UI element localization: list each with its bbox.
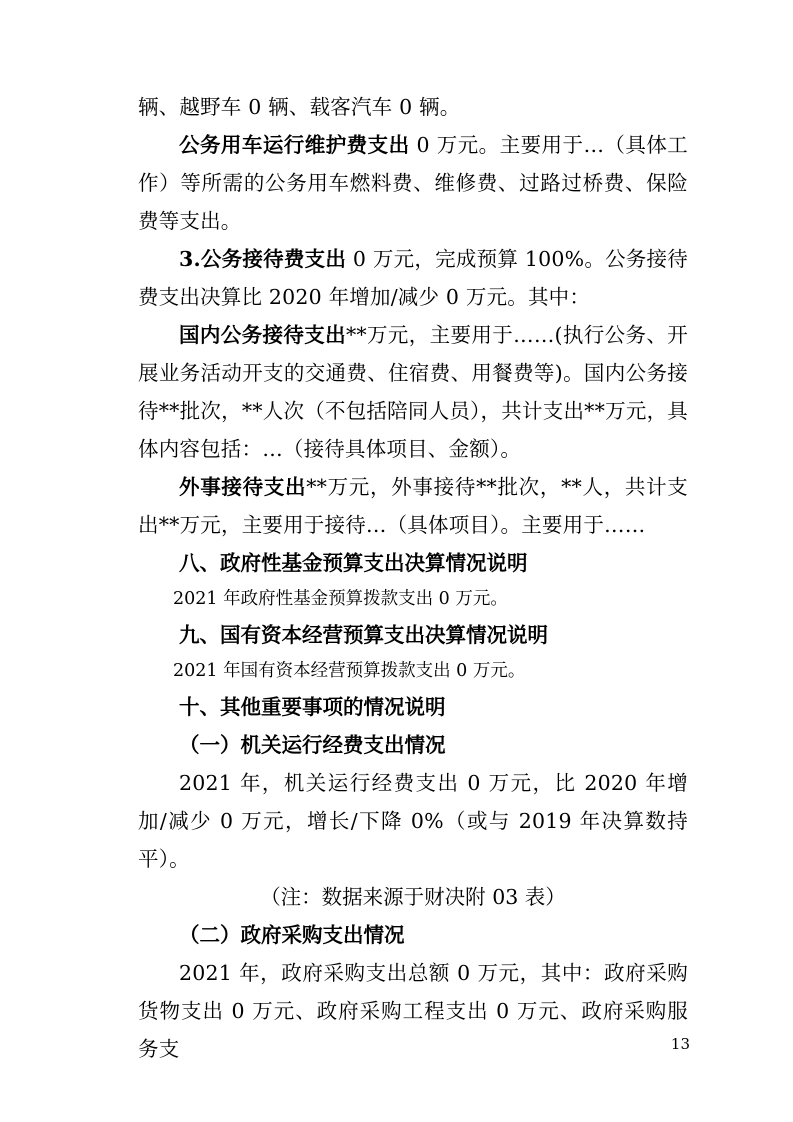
paragraph-government-fund: 2021 年政府性基金预算拨款支出 0 万元。 xyxy=(173,589,508,609)
section-heading-nine: 九、国有资本经营预算支出决算情况说明 xyxy=(179,623,548,647)
paragraph-lead-label: 国内公务接待支出 xyxy=(179,323,346,347)
section-heading-eight: 八、政府性基金预算支出决算情况说明 xyxy=(179,551,528,575)
paragraph-foreign-reception xyxy=(138,468,688,544)
paragraph-vehicle-maintenance xyxy=(138,126,688,240)
paragraph-operating-expense: 2021 年，机关运行经费支出 0 万元，比 2020 年增加/减少 0 万元，增长/下降 0%（或与 2019 年决算数持平）。 xyxy=(138,771,688,871)
paragraph-data-source-note: （注：数据来源于财决附 03 表） xyxy=(260,885,566,909)
paragraph-text: **万元，主要用于……(执行公务、开展业务活动开支的交通费、住宿费、用餐费等)。国内公务接待**批次，**人次（不包括陪同人员），共计支出**万元，具体内容包括：…（接待具体项目、金额）。 xyxy=(138,323,688,461)
paragraph-text: 辆、越野车 0 辆、载客汽车 0 辆。 xyxy=(138,95,461,119)
paragraph-text: 0 万元。主要用于…（具体工作）等所需的公务用车燃料费、维修费、过路过桥费、保险费等支出。 xyxy=(138,133,689,233)
paragraph-official-reception xyxy=(138,240,688,316)
page-number: 13 xyxy=(670,1035,690,1053)
paragraph-domestic-reception xyxy=(138,316,688,468)
paragraph-procurement-expense: 2021 年，政府采购支出总额 0 万元，其中：政府采购货物支出 0 万元、政府采购工程支出 0 万元、政府采购服务支 xyxy=(138,961,688,1061)
paragraph-text: 0 万元，完成预算 100%。公务接待费支出决算比 2020 年增加/减少 0 万元。其中： xyxy=(138,247,689,309)
paragraph-state-capital: 2021 年国有资本经营预算拨款支出 0 万元。 xyxy=(173,661,526,681)
section-heading-ten: 十、其他重要事项的情况说明 xyxy=(179,695,446,719)
paragraph-text: **万元，外事接待**批次，**人，共计支出**万元，主要用于接待…（具体项目）。主要用于…… xyxy=(138,475,689,537)
subsection-heading-one: （一）机关运行经费支出情况 xyxy=(179,733,446,757)
subsection-heading-two: （二）政府采购支出情况 xyxy=(179,923,405,947)
paragraph-continuation xyxy=(138,88,688,126)
paragraph-lead-label: 3.公务接待费支出 xyxy=(179,247,347,271)
paragraph-lead-label: 外事接待支出 xyxy=(179,475,307,499)
paragraph-lead-label: 公务用车运行维护费支出 xyxy=(179,133,410,157)
document-body xyxy=(138,88,688,1068)
